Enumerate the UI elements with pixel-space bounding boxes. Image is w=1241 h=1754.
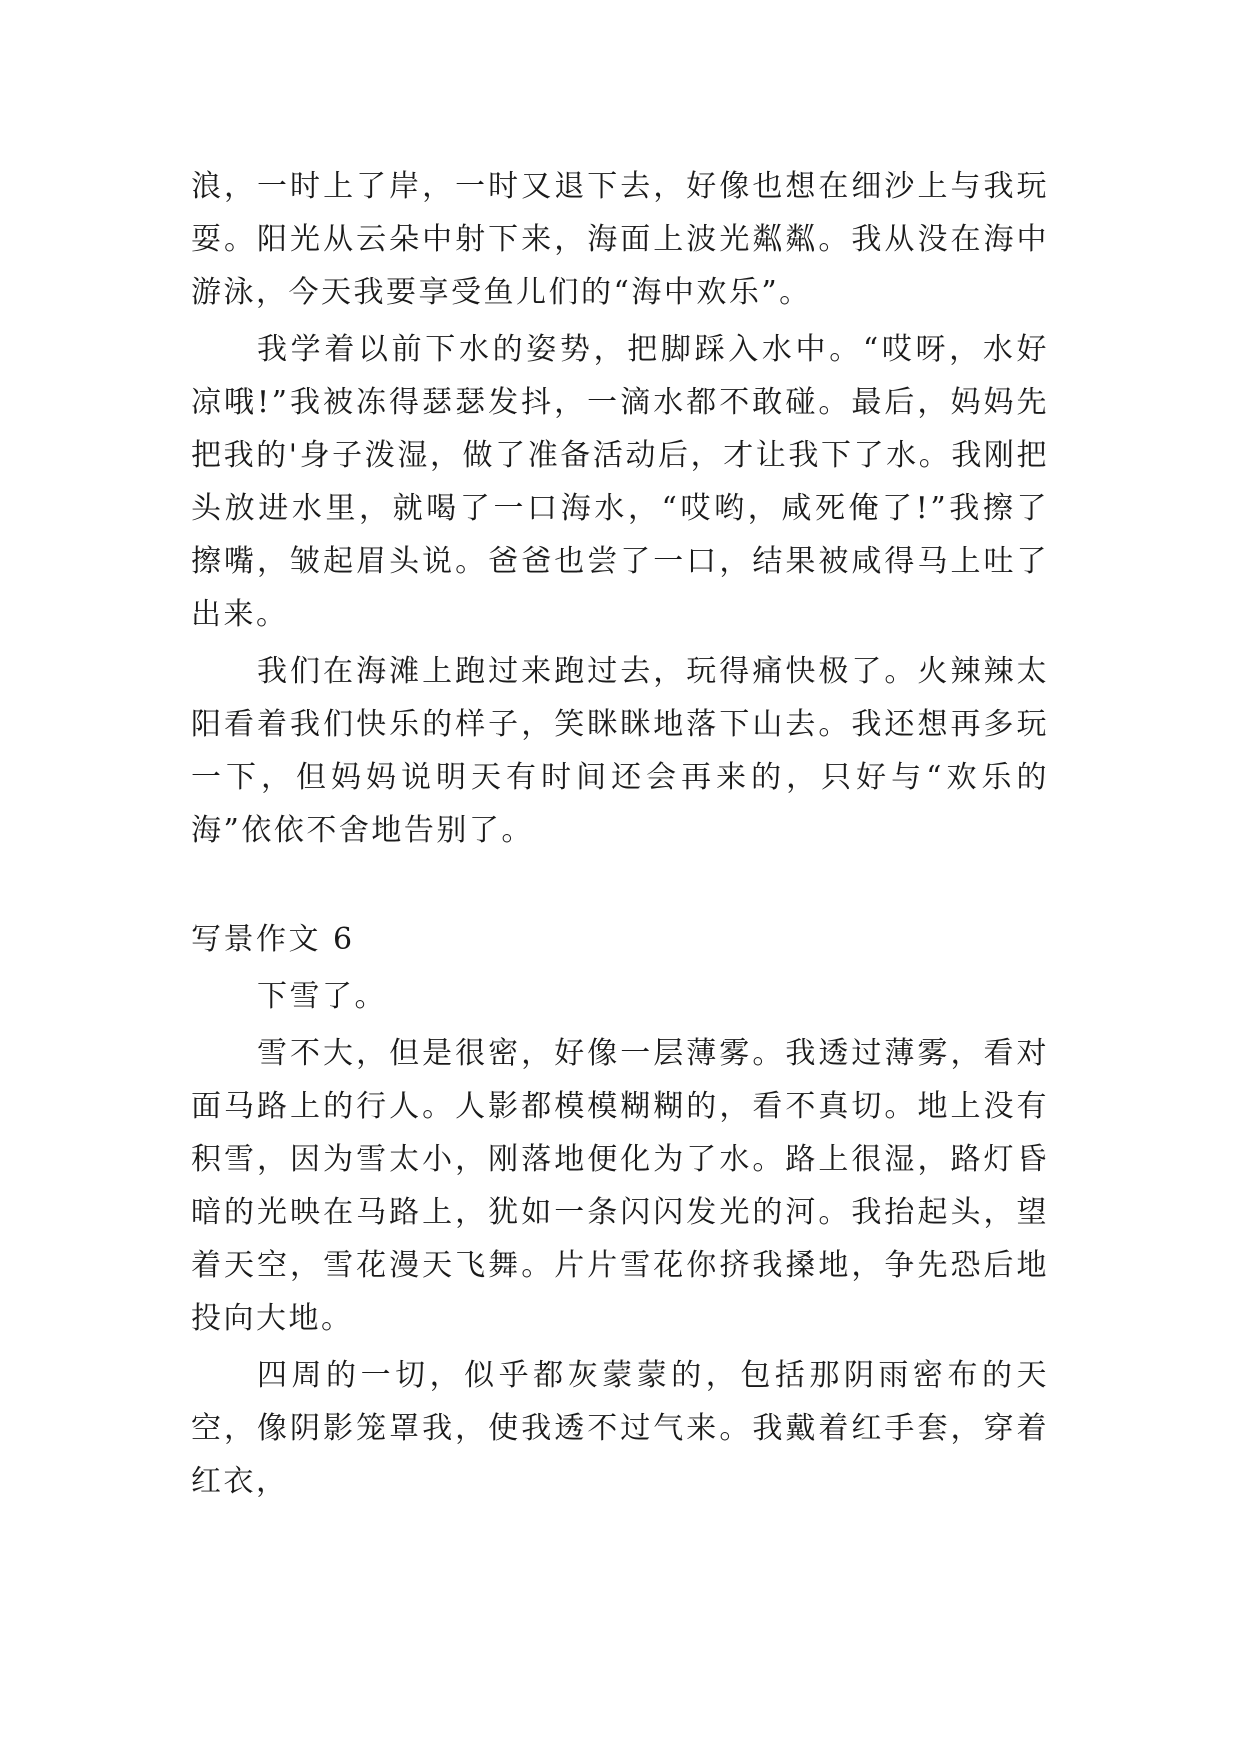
paragraph: 四周的一切，似乎都灰蒙蒙的，包括那阴雨密布的天空，像阴影笼罩我，使我透不过气来。我戴着红手套，穿着红衣，	[191, 1358, 1049, 1499]
paragraph: 雪不大，但是很密，好像一层薄雾。我透过薄雾，看对面马路上的行人。人影都模模糊糊的，看不真切。地上没有积雪，因为雪太小，刚落地便化为了水。路上很湿，路灯昏暗的光映在马路上，犹如一条闪闪发光的河。我抬起头，望着天空，雪花漫天飞舞。片片雪花你挤我搡地，争先恐后地投向大地。	[191, 1036, 1049, 1336]
paragraph: 下雪了。	[257, 979, 387, 1014]
paragraph: 我们在海滩上跑过来跑过去，玩得痛快极了。火辣辣太阳看着我们快乐的样子，笑眯眯地落下山去。我还想再多玩一下，但妈妈说明天有时间还会再来的，只好与“欢乐的海”依依不舍地告别了。	[191, 654, 1049, 848]
paragraph: 我学着以前下水的姿势，把脚踩入水中。“哎呀，水好凉哦!”我被冻得瑟瑟发抖，一滴水都不敢碰。最后，妈妈先把我的'身子泼湿，做了准备活动后，才让我下了水。我刚把头放进水里，就喝了一口海水，“哎哟，咸死俺了!”我擦了擦嘴，皱起眉头说。爸爸也尝了一口，结果被咸得马上吐了出来。	[191, 332, 1049, 632]
paragraph-continued: 浪，一时上了岸，一时又退下去，好像也想在细沙上与我玩耍。阳光从云朵中射下来，海面上波光粼粼。我从没在海中游泳，今天我要享受鱼儿们的“海中欢乐”。	[191, 169, 1049, 310]
document-body	[191, 160, 1049, 1512]
section-title: 写景作文 6	[191, 922, 355, 957]
